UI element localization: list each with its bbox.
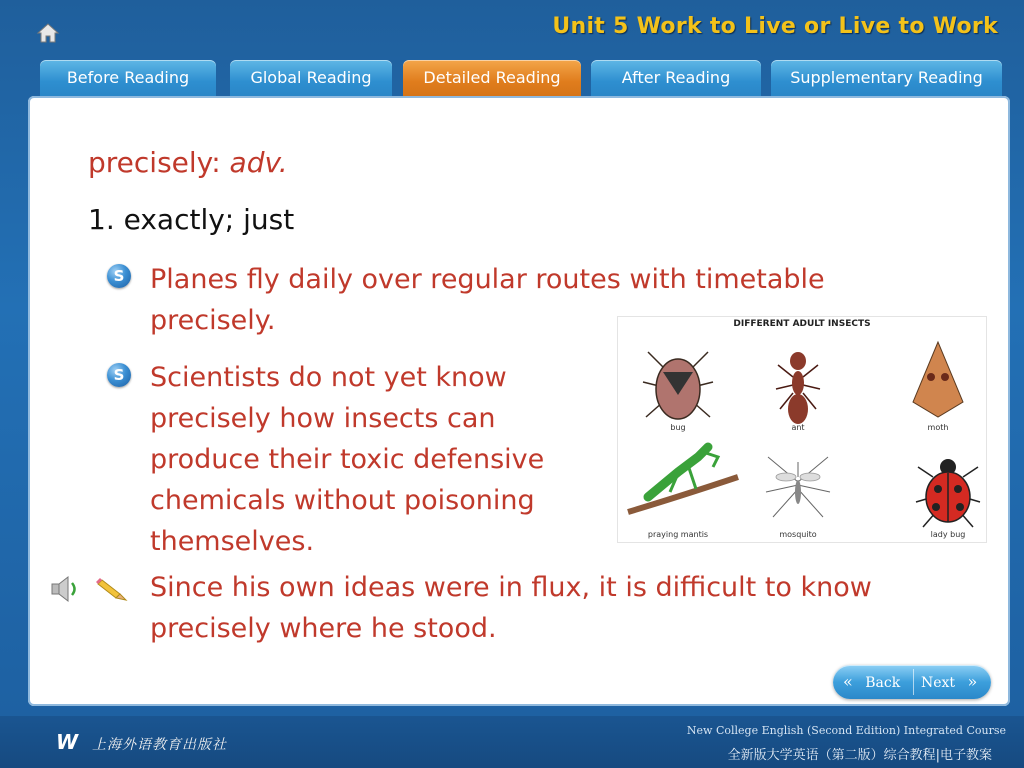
tab-supplementary-reading[interactable]: Supplementary Reading	[771, 60, 1002, 96]
pencil-icon[interactable]	[96, 572, 130, 602]
figure-label-moth: moth	[927, 423, 949, 432]
sentence-icon[interactable]: S	[107, 363, 131, 387]
part-of-speech: adv.	[229, 146, 288, 179]
example-sentence-1: Planes fly daily over regular routes with timetable precisely.	[150, 264, 825, 336]
sentence-icon[interactable]: S	[107, 264, 131, 288]
figure-label-praying-mantis: praying mantis	[647, 530, 709, 539]
top-bar	[0, 0, 1024, 60]
publisher-name: 上海外语教育出版社	[92, 737, 227, 753]
back-button[interactable]	[843, 665, 911, 699]
figure-label-mosquito: mosquito	[779, 530, 817, 539]
next-button[interactable]	[921, 665, 987, 699]
tab-after-reading[interactable]: After Reading	[591, 60, 761, 96]
double-chevron-right-icon: »	[967, 672, 978, 691]
section-tabs	[40, 60, 1002, 96]
unit-title: Unit 5 Work to Live or Live to Work	[552, 14, 998, 39]
example-sentence-3: Since his own ideas were in flux, it is difficult to know precisely where he stood.	[150, 572, 872, 644]
next-label: Next	[921, 675, 956, 691]
speaker-icon[interactable]	[48, 572, 82, 606]
navigation-buttons	[833, 665, 991, 699]
tab-detailed-reading[interactable]: Detailed Reading	[403, 60, 581, 96]
figure-label-ant: ant	[791, 423, 805, 432]
publisher-logo: W	[56, 730, 79, 754]
definition: 1. exactly; just	[88, 203, 295, 236]
tab-global-reading[interactable]: Global Reading	[230, 60, 392, 96]
headword-term: precisely:	[88, 146, 221, 179]
course-title-english: New College English (Second Edition) Integrated Course	[686, 724, 1006, 737]
course-title-chinese: 全新版大学英语（第二版）综合教程|电子教案	[727, 748, 992, 763]
back-label: Back	[865, 675, 901, 691]
tab-before-reading[interactable]: Before Reading	[40, 60, 216, 96]
home-icon[interactable]	[36, 22, 60, 44]
insects-figure	[617, 316, 987, 543]
headword	[88, 146, 288, 179]
figure-label-bug: bug	[670, 423, 686, 432]
double-chevron-left-icon: «	[843, 672, 853, 691]
example-sentence-2: Scientists do not yet know precisely how insects can produce their toxic defensive chemicals without poisoning themselves.	[150, 362, 545, 557]
figure-title: DIFFERENT ADULT INSECTS	[733, 319, 871, 329]
nav-divider	[913, 669, 914, 695]
figure-label-lady-bug: lady bug	[930, 530, 966, 539]
